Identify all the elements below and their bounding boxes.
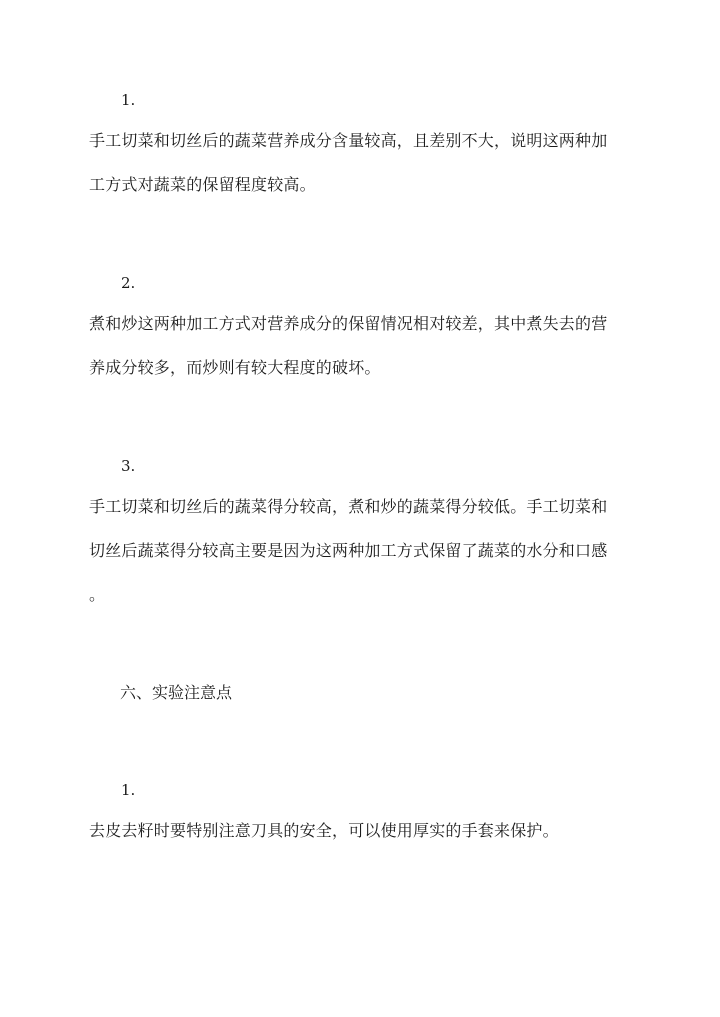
item-number-1: 1. [121,91,136,109]
paragraph-3-line-3: 。 [89,585,106,604]
paragraph-3 [89,485,634,617]
section-paragraph-1-line-1: 去皮去籽时要特别注意刀具的安全，可以使用厚实的手套来保护。 [89,821,559,840]
section-heading: 六、实验注意点 [120,683,233,702]
item-number-2: 2. [121,274,136,292]
section-item-number-1: 1. [121,781,136,799]
paragraph-2-line-2: 养成分较多，而炒则有较大程度的破坏。 [89,358,381,377]
paragraph-3-line-2: 切丝后蔬菜得分较高主要是因为这两种加工方式保留了蔬菜的水分和口感 [89,541,608,560]
paragraph-1-line-1: 手工切菜和切丝后的蔬菜营养成分含量较高，且差别不大，说明这两种加 [89,131,608,150]
item-number-3: 3. [121,457,136,475]
paragraph-2 [89,302,634,390]
section-paragraph-1 [89,809,634,853]
paragraph-3-line-1: 手工切菜和切丝后的蔬菜得分较高，煮和炒的蔬菜得分较低。手工切菜和 [89,497,608,516]
paragraph-1-line-2: 工方式对蔬菜的保留程度较高。 [89,175,316,194]
paragraph-1 [89,119,634,207]
paragraph-2-line-1: 煮和炒这两种加工方式对营养成分的保留情况相对较差，其中煮失去的营 [89,314,608,333]
